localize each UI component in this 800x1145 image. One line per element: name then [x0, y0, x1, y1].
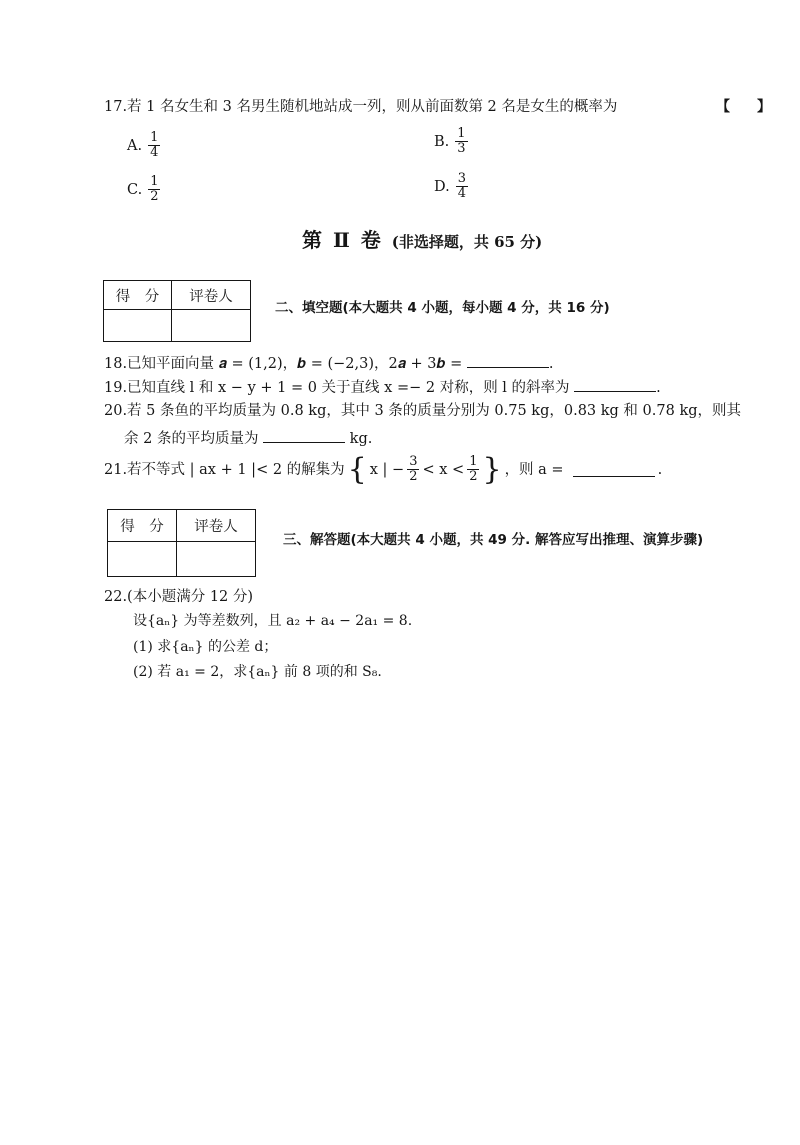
- q20-answer-blank[interactable]: [263, 428, 345, 443]
- q17-bracket-left: 【: [716, 99, 730, 115]
- fraction-numerator: 1: [457, 126, 466, 141]
- part2-subtitle: (非选择题，共 65 分): [391, 233, 543, 251]
- fraction-numerator: 3: [457, 171, 466, 186]
- q22-title: 22.(本小题满分 12 分): [104, 589, 254, 605]
- right-brace-icon: }: [482, 451, 502, 487]
- q21-middle: < x <: [422, 461, 465, 478]
- q21-fraction-2: [467, 455, 479, 484]
- score-box-section2: [103, 280, 251, 342]
- q21-answer-blank[interactable]: [573, 462, 655, 477]
- option-label: B.: [434, 133, 450, 150]
- q21-fraction-1: [407, 455, 419, 484]
- q17-option-d: [434, 172, 468, 201]
- q20-line1: 20.若 5 条鱼的平均质量为 0.8 kg，其中 3 条的质量分别为 0.75 kg，0.83 kg 和 0.78 kg，则其: [104, 403, 742, 419]
- score-box-score-cell[interactable]: [104, 310, 172, 342]
- score-box-header-grader: 评卷人: [172, 281, 251, 310]
- left-brace-icon: {: [347, 451, 367, 487]
- q21-row: [104, 451, 663, 487]
- q17-option-a: [127, 131, 160, 160]
- fraction-denominator: 2: [469, 469, 478, 484]
- fraction-numerator: 3: [409, 454, 418, 469]
- q20-unit: kg.: [349, 431, 373, 447]
- q17-option-b: [434, 127, 468, 156]
- q21-after: ，则 a =: [504, 461, 564, 478]
- section2-heading: 二、填空题(本大题共 4 小题，每小题 4 分，共 16 分): [275, 300, 610, 316]
- fraction-numerator: 1: [469, 454, 478, 469]
- score-box-grader-cell[interactable]: [177, 542, 256, 577]
- score-box-score-cell[interactable]: [108, 542, 177, 577]
- q21-set-var: x | −: [369, 461, 405, 478]
- option-fraction: [148, 131, 160, 160]
- q20-line2-row: [124, 428, 372, 449]
- q17-text: 17.若 1 名女生和 3 名男生随机地站成一列，则从前面数第 2 名是女生的概率为: [104, 99, 618, 115]
- fraction-denominator: 2: [409, 469, 418, 484]
- q22-line2: (1) 求{aₙ} 的公差 d；: [133, 639, 278, 655]
- q21-text: 21.若不等式 | ax + 1 |< 2 的解集为: [104, 461, 345, 478]
- q18-row: [104, 353, 554, 374]
- fraction-denominator: 4: [457, 186, 466, 201]
- q22-line1: 设{aₙ} 为等差数列，且 a₂ + a₄ − 2a₁ = 8.: [133, 613, 413, 629]
- fraction-numerator: 1: [150, 130, 159, 145]
- part2-title-row: [302, 224, 542, 253]
- score-box-grader-cell[interactable]: [172, 310, 251, 342]
- q18-answer-blank[interactable]: [467, 353, 549, 368]
- score-box-header-score: 得 分: [108, 510, 177, 542]
- q17-option-c: [127, 175, 160, 204]
- score-box-section3: [107, 509, 256, 577]
- q20-line2: 余 2 条的平均质量为: [124, 431, 259, 447]
- q19-text: 19.已知直线 l 和 x − y + 1 = 0 关于直线 x =− 2 对称，则 l 的斜率为: [104, 380, 570, 396]
- score-box-header-grader: 评卷人: [177, 510, 256, 542]
- fraction-denominator: 2: [150, 189, 159, 204]
- q17-bracket-right: 】: [757, 99, 771, 115]
- q22-line3: (2) 若 a₁ = 2，求{aₙ} 前 8 项的和 S₈.: [133, 664, 382, 680]
- option-fraction: [148, 175, 160, 204]
- q19-row: [104, 377, 661, 398]
- option-label: D.: [434, 178, 450, 195]
- q19-tail: .: [656, 380, 661, 396]
- fraction-numerator: 1: [150, 174, 159, 189]
- option-label: A.: [127, 137, 143, 154]
- q19-answer-blank[interactable]: [574, 377, 656, 392]
- fraction-denominator: 3: [457, 141, 466, 156]
- q18-tail: .: [548, 356, 554, 372]
- option-fraction: [455, 127, 467, 156]
- option-fraction: [456, 172, 468, 201]
- fraction-denominator: 4: [150, 145, 159, 160]
- part2-title: 第 Ⅱ 卷: [302, 228, 383, 252]
- option-label: C.: [127, 181, 143, 198]
- q21-tail: .: [657, 461, 663, 478]
- section3-heading: 三、解答题(本大题共 4 小题，共 49 分. 解答应写出推理、演算步骤): [283, 532, 704, 548]
- q18-text: 18.已知平面向量 𝒂 = (1,2)，𝒃 = (−2,3)，2𝒂 + 3𝒃 =: [104, 356, 463, 372]
- score-box-header-score: 得 分: [104, 281, 172, 310]
